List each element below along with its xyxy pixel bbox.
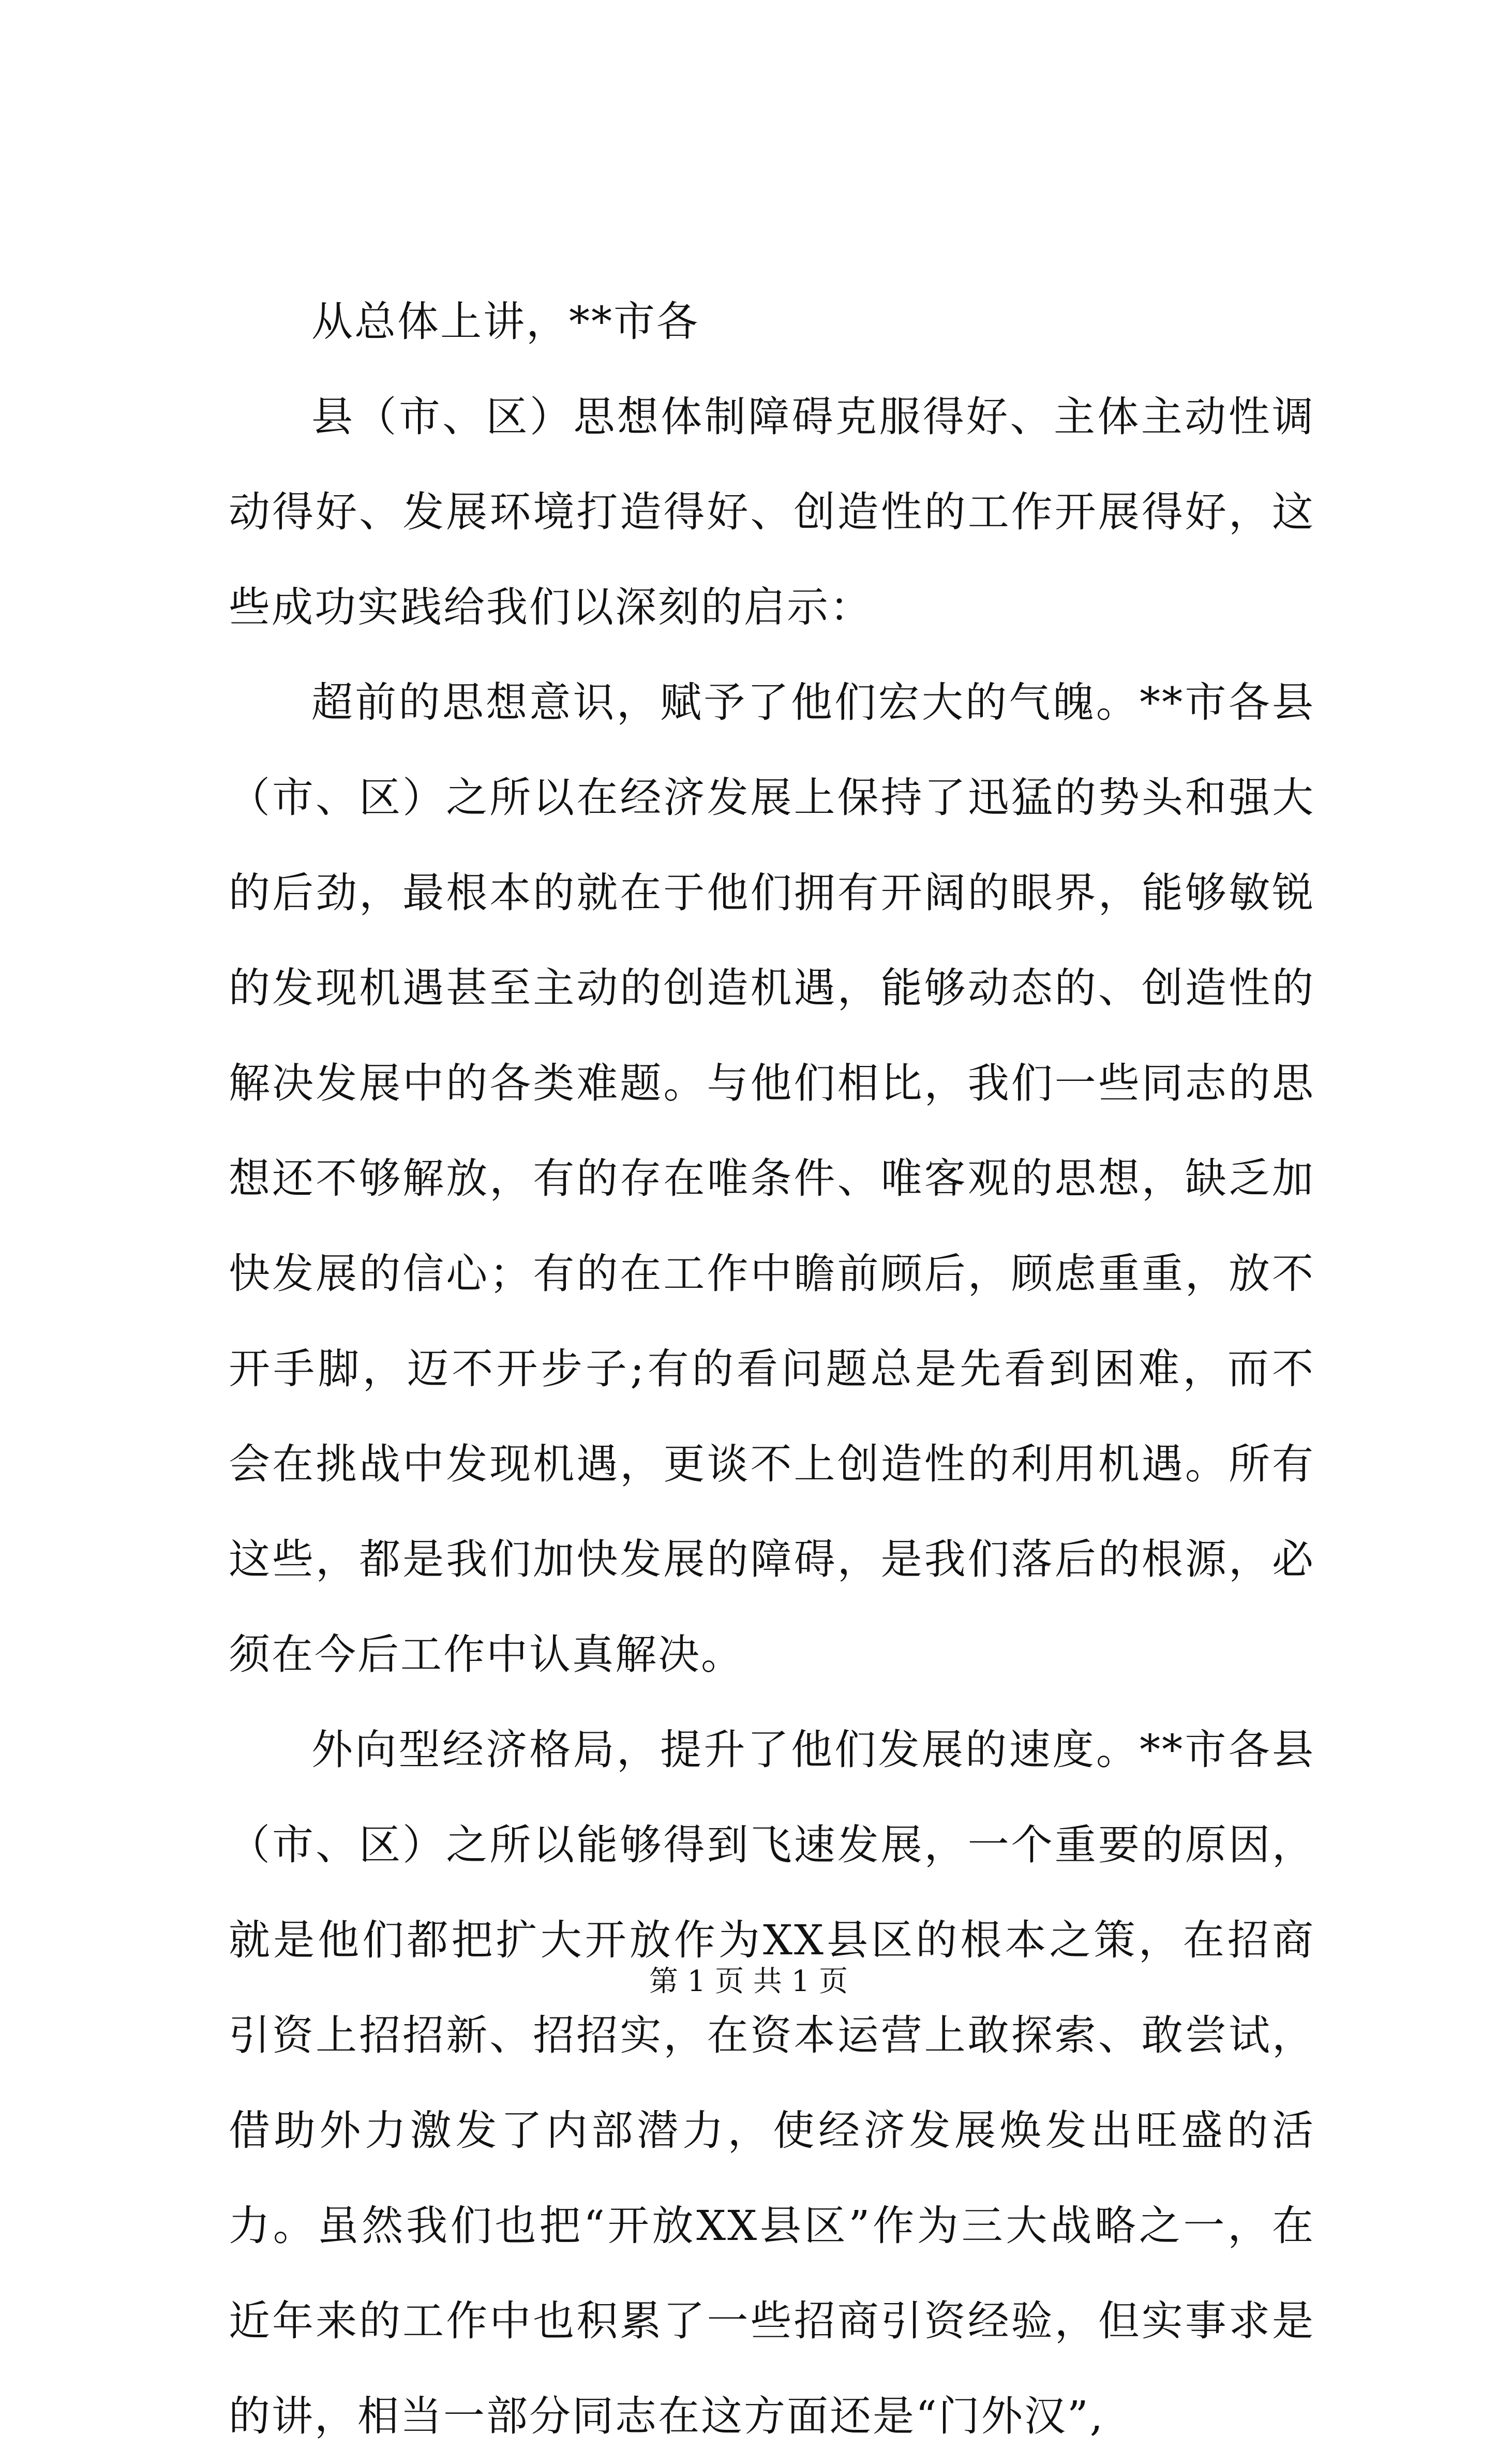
paragraph-4: 外向型经济格局，提升了他们发展的速度。**市各县（市、区）之所以能够得到飞速发展，一个重要的原因，就是他们都把扩大开放作为XX县区的根本之策，在招商引资上招招新、招招实，在资本运营上敢探索、敢尝试，借助外力激发了内部潜力，使经济发展焕发出旺盛的活力。虽然我们也把“开放XX县区”作为三大战略之一，在近年来的工作中也积累了一些招商引资经验，但实事求是的讲，相当一部分同志在这方面还是“门外汉”, xyxy=(229,1726,1315,2440)
body-text xyxy=(229,274,1315,2464)
paragraph-3: 超前的思想意识，赋予了他们宏大的气魄。**市各县（市、区）之所以在经济发展上保持了迅猛的势头和强大的后劲，最根本的就在于他们拥有开阔的眼界，能够敏锐的发现机遇甚至主动的创造机遇，能够动态的、创造性的解决发展中的各类难题。与他们相比，我们一些同志的思想还不够解放，有的存在唯条件、唯客观的思想，缺乏加快发展的信心；有的在工作中瞻前顾后，顾虑重重，放不开手脚，迈不开步子;有的看问题总是先看到困难，而不会在挑战中发现机遇，更谈不上创造性的利用机遇。所有这些，都是我们加快发展的障碍，是我们落后的根源，必须在今后工作中认真解决。 xyxy=(229,678,1315,1679)
page-footer xyxy=(0,1961,1497,2002)
paragraph-1: 从总体上讲，**市各 xyxy=(311,298,699,346)
paragraph-2: 县（市、区）思想体制障碍克服得好、主体主动性调动得好、发展环境打造得好、创造性的工作开展得好，这些成功实践给我们以深刻的启示： xyxy=(229,393,1315,631)
page-number-label: 第 1 页 共 1 页 xyxy=(649,1965,848,1998)
